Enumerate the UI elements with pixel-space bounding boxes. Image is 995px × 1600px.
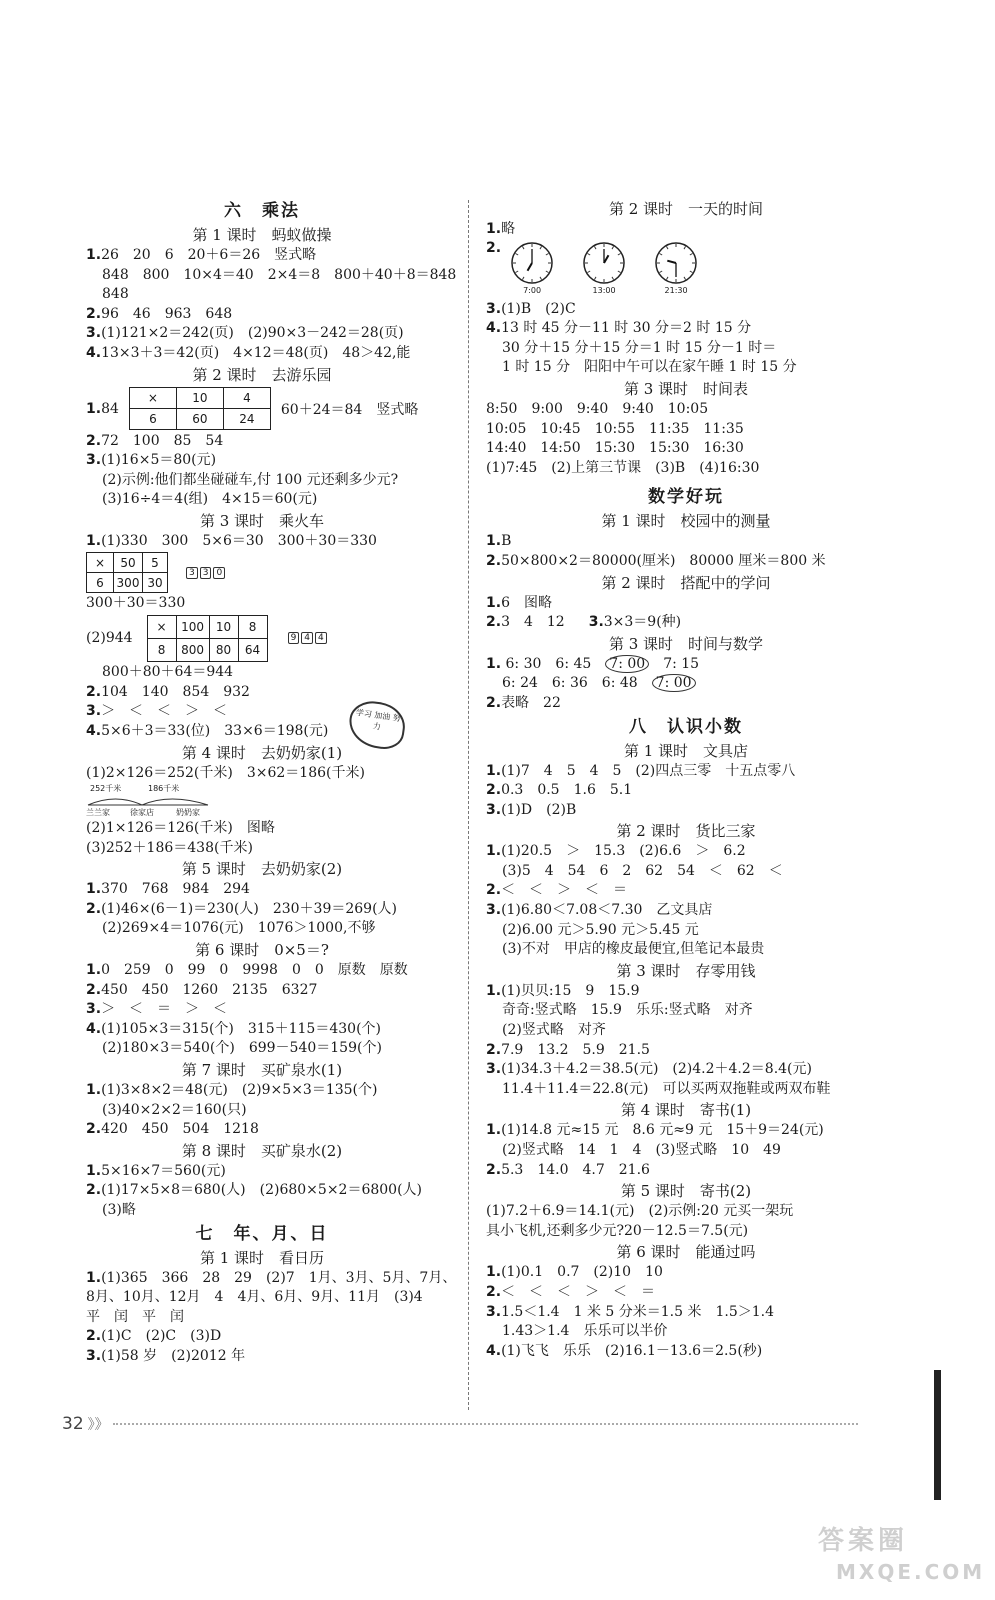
lesson-title: 第 3 课时 乘火车 [199, 511, 325, 530]
lesson-title: 第 3 课时 时间表 [623, 379, 749, 398]
clock-tick [588, 271, 591, 273]
right-column [486, 198, 886, 1361]
clock-time-label: 13:00 [592, 285, 616, 295]
lesson-title: 第 2 课时 搭配中的学问 [601, 573, 771, 592]
clock-tick [523, 276, 525, 279]
answer-line: 3.1.5＜1.4 1 米 5 分米＝1.5 米 1.5＞1.4 [486, 1303, 775, 1320]
answer-line: 2.(1)C (2)C (3)D [86, 1328, 222, 1345]
section-title: 数学好玩 [648, 487, 724, 508]
answer-line: 4.13 时 45 分－11 时 30 分＝2 时 15 分 [486, 320, 752, 337]
watermark-url: MXQE.COM [836, 1560, 986, 1584]
answer-line: (1)2×126＝252(千米) 3×62＝186(千米) [86, 764, 365, 781]
answer-line: 1.(1)365 366 28 29 (2)7 1月、3月、5月、7月、 [86, 1269, 457, 1286]
answer-line: 4.(1)飞飞 乐乐 (2)16.1－13.6＝2.5(秒) [486, 1342, 763, 1359]
lesson-title: 第 1 课时 文具店 [623, 741, 749, 760]
page-footer [62, 1414, 858, 1434]
answer-line: 3.(1)16×5＝80(元) [86, 452, 217, 469]
clock-tick [546, 253, 549, 255]
clock-tick [588, 253, 591, 255]
clock-tick [660, 271, 663, 273]
lesson-title: 第 1 课时 看日历 [199, 1248, 325, 1267]
clock-tick [612, 276, 614, 279]
answer-line: 2.(1)46×(6－1)＝230(人) 230＋39＝269(人) [86, 900, 398, 917]
answer-line: (2)竖式略 14 1 4 (3)竖式略 10 49 [502, 1142, 781, 1158]
hour-hand [667, 260, 676, 262]
dotted-rule [113, 1423, 858, 1425]
chevron-right-icon: 》》 [87, 1417, 109, 1433]
answer-line: 3.＞ ＜ ＝ ＞ ＜ [86, 1001, 228, 1018]
answer-line: 1.43＞1.4 乐乐可以半价 [502, 1323, 668, 1340]
answer-line: (2)竖式略 对齐 [502, 1022, 606, 1039]
answer-line: (2)269×4＝1076(元) 1076＞1000,不够 [102, 920, 376, 937]
page-edge-shadow [934, 1370, 941, 1500]
lesson-title: 第 6 课时 能通过吗 [616, 1243, 756, 1262]
lesson-title: 第 2 课时 去游乐园 [192, 365, 332, 384]
answer-line: 1. 6: 30 6: 45 7: 00 7: 15 [486, 655, 700, 672]
encouragement-stamp: 学习 加油 努力 [346, 698, 408, 751]
answer-line: 11.4＋11.4＝22.8(元) 可以买两双拖鞋或两双布鞋 [502, 1080, 831, 1097]
answer-line: 848 800 10×4＝40 2×4＝8 800＋40＋8＝848 [102, 266, 457, 283]
left-column [86, 198, 457, 1367]
answer-line: 8月、10月、12月 4 4月、6月、9月、11月 (3)4 [86, 1289, 423, 1306]
answer-line [86, 552, 438, 594]
answer-line: 2.7.9 13.2 5.9 21.5 [486, 1041, 650, 1058]
answer-line: 3.＞ ＜ ＜ ＞ ＜ [86, 703, 228, 720]
lesson-title: 第 3 课时 时间与数学 [608, 634, 764, 653]
clock-tick [540, 246, 542, 249]
answer-line: 2.72 100 85 54 [86, 432, 224, 449]
answer-line: 1.(1)14.8 元≈15 元 8.6 元≈9 元 15＋9＝24(元) [486, 1122, 824, 1139]
clock-tick [667, 246, 669, 249]
answer-line: 具小飞机,还剩多少元?20－12.5＝7.5(元) [486, 1222, 749, 1239]
answer-line: 4.13×3＋3＝42(页) 4×12＝48(页) 48＞42,能 [86, 344, 411, 361]
circled-time: 7: 00 [605, 655, 649, 673]
lesson-title: 第 6 课时 0×5＝? [195, 941, 329, 960]
clock-icon [581, 240, 627, 286]
answer-line: 2.420 450 504 1218 [86, 1121, 259, 1138]
answer-line: 1.(1)0.1 0.7 (2)10 10 [486, 1264, 663, 1281]
lesson-title: 第 3 课时 存零用钱 [616, 961, 756, 980]
clock-tick [612, 246, 614, 249]
clock-tick [546, 271, 549, 273]
answer-line: 4.5×6＋3＝33(位) 33×6＝198(元) [86, 722, 329, 739]
clock-tick [595, 246, 597, 249]
answer-line: 1.B [486, 533, 512, 550]
answer-line: 14:40 14:50 15:30 15:30 16:30 [486, 440, 744, 457]
answer-line: 1.(1)贝贝:15 9 15.9 [486, 982, 640, 999]
clock-tick [618, 271, 621, 273]
clock-tick [667, 276, 669, 279]
clock-tick [690, 271, 693, 273]
clock-tick [516, 271, 519, 273]
distance-diagram: 252千米 186千米 兰兰家 徐家店 奶奶家 [86, 783, 438, 819]
clock-tick [618, 253, 621, 255]
answer-line: 1.26 20 6 20＋6＝26 竖式略 [86, 247, 317, 263]
answer-line: (2)944 × 100 10 8 8 800 80 64 9 4 4 [86, 613, 438, 663]
answer-line: 奇奇:竖式略 15.9 乐乐:竖式略 对齐 [502, 1002, 753, 1019]
answer-line: 300＋30＝330 [86, 594, 186, 611]
lesson-title: 第 2 课时 货比三家 [616, 822, 756, 841]
answer-line: 2.96 46 963 648 [86, 305, 233, 322]
answer-line: 平 闰 平 闰 [86, 1308, 184, 1325]
clock-tick [690, 253, 693, 255]
multiplication-grid: × 10 4 6 60 24 [129, 387, 271, 430]
clock-face [509, 240, 555, 295]
answer-line: 1.(1)330 300 5×6＝30 300＋30＝330 [86, 532, 377, 549]
answer-line: 4.(1)105×3＝315(个) 315＋115＝430(个) [86, 1020, 381, 1037]
clock-face [653, 240, 699, 295]
clock-tick [523, 246, 525, 249]
answer-line: (2)6.00 元＞5.90 元＞5.45 元 [502, 921, 699, 938]
answer-line: 2. 7:00 13:00 21:30 [486, 240, 886, 300]
answer-line: 3.(1)B (2)C [486, 300, 576, 317]
section-title: 八 认识小数 [629, 716, 743, 737]
answer-line: 3.(1)34.3＋4.2＝38.5(元) (2)4.2＋4.2＝8.4(元) [486, 1061, 812, 1078]
answer-line: 3.(1)121×2＝242(页) (2)90×3－242＝28(页) [86, 325, 404, 342]
answer-line: 2.(1)17×5×8＝680(人) (2)680×5×2＝6800(人) [86, 1182, 423, 1199]
clock-tick [540, 276, 542, 279]
answer-line: (3)40×2×2＝160(只) [102, 1101, 247, 1118]
answer-line: 8:50 9:00 9:40 9:40 10:05 [486, 400, 709, 417]
answer-line: 2.50×800×2＝80000(厘米) 80000 厘米＝800 米 [486, 552, 826, 569]
answer-line: 2.3 4 12 3.3×3＝9(种) [486, 614, 682, 631]
clock-tick [595, 276, 597, 279]
answer-line: 2.0.3 0.5 1.6 5.1 [486, 782, 633, 799]
answer-line: 3.(1)58 岁 (2)2012 年 [86, 1347, 246, 1364]
lesson-title: 第 4 课时 寄书(1) [620, 1101, 752, 1120]
answer-line: (1)7:45 (2)上第三节课 (3)B (4)16:30 [486, 459, 760, 476]
clock-face [581, 240, 627, 295]
watermark-logo: 答案圈 [818, 1526, 909, 1556]
answer-line: 800＋80＋64＝944 [102, 664, 234, 681]
multiplication-grid: × 100 10 8 8 800 80 64 [147, 615, 268, 662]
column-divider [468, 200, 469, 1410]
answer-line: (2)示例:他们都坐碰碰车,付 100 元还剩多少元? [102, 471, 399, 488]
answer-line: (3)16÷4＝4(组) 4×15＝60(元) [102, 491, 318, 508]
clock-faces [509, 240, 725, 295]
clock-tick [660, 253, 663, 255]
lesson-title: 第 5 课时 去奶奶家(2) [181, 860, 343, 879]
answer-line: 1.0 259 0 99 0 9998 0 0 原数 原数 [86, 962, 408, 979]
lesson-title: 第 5 课时 寄书(2) [620, 1182, 752, 1201]
vertical-calculation-digits: 9 4 4 [288, 632, 327, 644]
answer-line: 1 时 15 分 阳阳中午可以在家午睡 1 时 15 分 [502, 359, 797, 376]
page-number: 32 [62, 1414, 84, 1434]
multiplication-grid: × 50 5 6 300 30 [86, 552, 168, 593]
clock-time-label: 21:30 [664, 285, 688, 295]
answer-line: 10:05 10:45 10:55 11:35 11:35 [486, 420, 744, 437]
answer-line: (2)180×3＝540(个) 699－540＝159(个) [102, 1040, 382, 1057]
lesson-title: 第 8 课时 买矿泉水(2) [181, 1141, 343, 1160]
answer-line: 2.5.3 14.0 4.7 21.6 [486, 1161, 650, 1178]
answer-line: 1.5×16×7＝560(元) [86, 1162, 226, 1179]
lesson-title: 第 4 课时 去奶奶家(1) [181, 743, 343, 762]
answer-line: (3)略 [102, 1202, 136, 1218]
hour-hand [604, 255, 609, 263]
answer-line: 2.104 140 854 932 [86, 683, 250, 700]
clock-time-label: 7:00 [523, 285, 542, 295]
answer-line: (3)不对 甲店的橡皮最便宜,但笔记本最贵 [502, 941, 765, 958]
circled-time: 7: 00 [652, 674, 696, 692]
answer-line: 1.370 768 984 294 [86, 881, 250, 898]
answer-line: 1.略 [486, 221, 516, 237]
lesson-title: 第 7 课时 买矿泉水(1) [181, 1061, 343, 1080]
answer-line: (3)5 4 54 6 2 62 54 ＜ 62 ＜ [502, 862, 783, 879]
answer-line: 1. 84 × 10 4 6 60 24 60＋24＝84 竖式略 [86, 386, 438, 432]
answer-line: (3)252＋186＝438(千米) [86, 839, 253, 856]
answer-line: 1.6 图略 [486, 594, 552, 611]
answer-line: 848 [102, 286, 129, 303]
clock-tick [684, 276, 686, 279]
clock-icon [653, 240, 699, 286]
line-segment-diagram [86, 793, 216, 807]
answer-line: 2.450 450 1260 2135 6327 [86, 981, 318, 998]
answer-line: 3.(1)D (2)B [486, 801, 577, 818]
section-title: 六 乘法 [224, 201, 300, 221]
answer-line: (2)1×126＝126(千米) 图略 [86, 820, 275, 837]
vertical-calculation-digits: 3 3 0 [186, 567, 225, 579]
clock-tick [516, 253, 519, 255]
section-title: 七 年、月、日 [195, 1223, 329, 1244]
clock-tick [684, 246, 686, 249]
answer-line: 30 分＋15 分＋15 分＝1 时 15 分－1 时＝ [502, 339, 777, 356]
answer-line: 1.(1)20.5 ＞ 15.3 (2)6.6 ＞ 6.2 [486, 843, 746, 860]
lesson-title: 第 2 课时 一天的时间 [608, 200, 764, 218]
answer-line: 2.表略 22 [486, 694, 561, 711]
answer-line: 2.＜ ＜ ＜ ＞ ＜ ＝ [486, 1283, 656, 1300]
answer-line: 1.(1)3×8×2＝48(元) (2)9×5×3＝135(个) [86, 1082, 378, 1099]
hour-hand [528, 263, 533, 271]
answer-line: 3.(1)6.80＜7.08＜7.30 乙文具店 [486, 902, 713, 919]
answer-line: 2.＜ ＜ ＞ ＜ ＝ [486, 882, 628, 899]
lesson-title: 第 1 课时 蚂蚁做操 [192, 226, 332, 244]
clock-icon [509, 240, 555, 286]
answer-line: 1.(1)7 4 5 4 5 (2)四点三零 十五点零八 [486, 762, 796, 779]
answer-line: (1)7.2＋6.9＝14.1(元) (2)示例:20 元买一架玩 [486, 1203, 794, 1220]
answer-line: 6: 24 6: 36 6: 48 7: 00 [486, 674, 886, 694]
lesson-title: 第 1 课时 校园中的测量 [601, 512, 771, 531]
